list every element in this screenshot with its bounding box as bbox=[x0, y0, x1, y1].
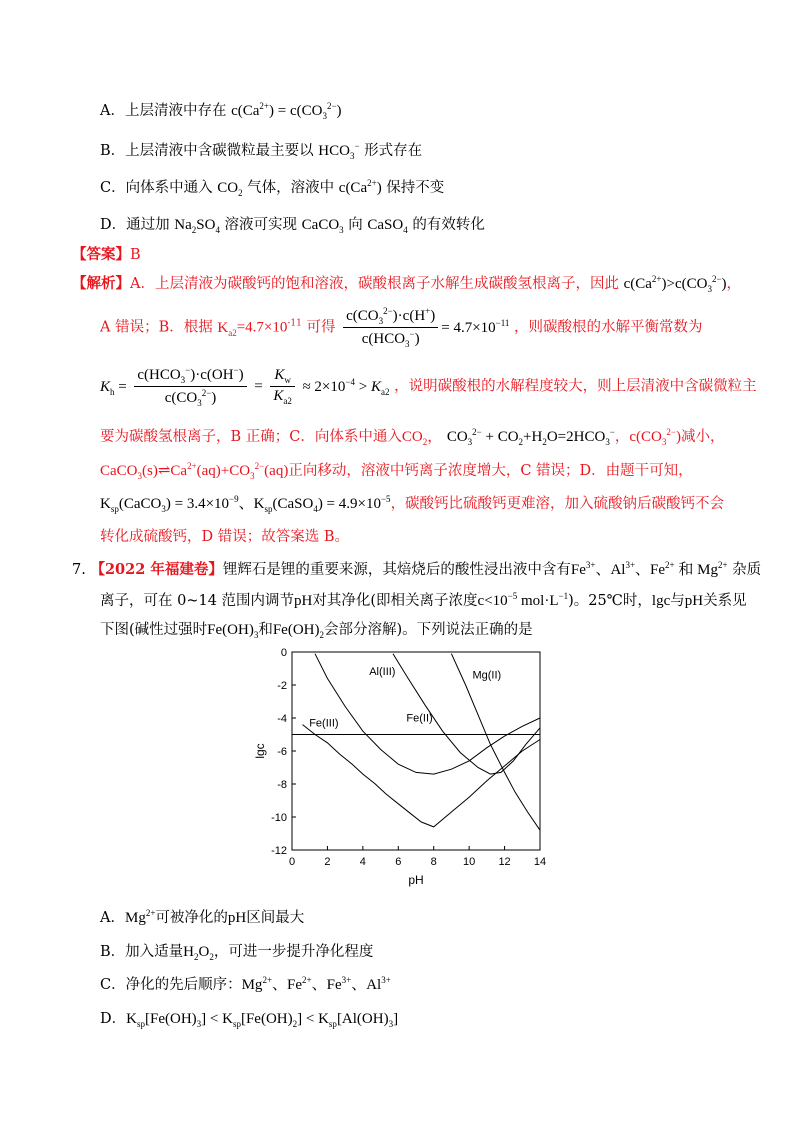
formula: CaCO$_3$ bbox=[301, 217, 344, 235]
y-tick-label: -8 bbox=[277, 779, 287, 791]
x-tick-label: 12 bbox=[498, 856, 511, 868]
analysis-line-3: $K_h$ = $\frac{c(HCO_3^-)\cdot c(OH^-)}{c(CO_3^{2-})}$ = $\frac{K_w}{K_{a2}}$ ≈ $2\times 10^{-4} > K_{a2}$ ，说明碳酸根的水解程度较大，则上层清液中含碳微粒主 bbox=[100, 365, 757, 408]
x-tick-label: 8 bbox=[430, 856, 437, 868]
series-feiii bbox=[303, 725, 540, 827]
x-tick-label: 2 bbox=[324, 856, 331, 868]
fraction: $\frac{K_w}{K_{a2}}$ bbox=[270, 367, 295, 406]
answer-line: 【答案】B bbox=[72, 246, 141, 263]
formula: CaSO$_4$ bbox=[367, 217, 408, 235]
x-tick-label: 10 bbox=[463, 856, 476, 868]
formula: $Na_2SO_4$ bbox=[174, 217, 220, 235]
fraction: $\frac{c(CO_3^{2-})\cdot c(H^+)}{c(HCO_3^-)}$ bbox=[343, 306, 438, 349]
y-axis-label: lgc bbox=[253, 743, 267, 759]
y-tick-label: -10 bbox=[271, 812, 287, 824]
option-b: B．上层清液中含碳微粒最主要以 $HCO_3^-$ 形式存在 bbox=[100, 141, 423, 161]
y-tick-label: 0 bbox=[280, 647, 287, 659]
x-tick-label: 6 bbox=[395, 856, 402, 868]
formula: $HCO_3^-$ bbox=[318, 141, 360, 161]
y-tick-label: -6 bbox=[277, 746, 287, 758]
analysis-line-1: 【解析】A．上层清液为碳酸钙的饱和溶液，碳酸根离子水解生成碳酸氢根离子，因此 $c(Ca^{2+})>c(CO_3^{2-})$， bbox=[72, 274, 742, 294]
x-tick-label: 14 bbox=[533, 856, 547, 868]
x-tick-label: 4 bbox=[359, 856, 366, 868]
formula: $c(Ca^{2+}) = c(CO_3^{2-})$ bbox=[231, 101, 342, 121]
x-tick-label: 0 bbox=[288, 856, 296, 868]
question-7-line-2: 离子，可在 0~14 范围内调节pH对其净化(即相关离子浓度$c<10^{-5}$ $mol\cdot L^{-1}$)。25℃时，lgc与pH关系见 bbox=[100, 591, 747, 609]
curve-label: Fe(II) bbox=[406, 712, 433, 725]
curve-label: Mg(II) bbox=[472, 669, 502, 682]
formula: $c(Ca^{2+})>c(CO_3^{2-})$ bbox=[623, 274, 727, 294]
fraction: $\frac{c(HCO_3^-)\cdot c(OH^-)}{c(CO_3^{2-})}$ bbox=[134, 365, 246, 408]
option-c: C．向体系中通入 $CO_2$ 气体，溶液中 $c(Ca^{2+})$ 保持不变 bbox=[100, 178, 445, 198]
analysis-line-2: A 错误；B．根据 $K_{a2}=4.7\times 10^{-11}$ 可得 $\frac{c(CO_3^{2-})\cdot c(H^+)}{c(HCO_3^-)}$ = $4.7\times 10^{-11}$ ，则碳酸根的水解平衡常数为 bbox=[100, 306, 703, 349]
lgc-ph-chart bbox=[250, 640, 570, 895]
option-a: A．上层清液中存在 $c(Ca^{2+}) = c(CO_3^{2-})$ bbox=[100, 101, 342, 121]
question-7-line-3: 下图(碱性过强时$Fe(OH)_3$和$Fe(OH)_2$会部分溶解)。下列说法正确的是 bbox=[100, 622, 533, 640]
q7-option-b: B．加入适量$H_2O_2$，可进一步提升净化程度 bbox=[100, 944, 374, 962]
x-axis-label: pH bbox=[408, 873, 424, 887]
q7-option-d: D．$K_{sp}[Fe(OH)_3] < K_{sp}[Fe(OH)_2] < K_{sp}[Al(OH)_3]$ bbox=[100, 1011, 399, 1029]
y-tick-label: -12 bbox=[271, 845, 287, 857]
q7-option-c: C．净化的先后顺序：$Mg^{2+}$、$Fe^{2+}$、$Fe^{3+}$、$Al^{3+}$ bbox=[100, 975, 391, 993]
curve-label: Fe(III) bbox=[309, 717, 339, 730]
analysis-line-6: $K_{sp}(CaCO_3) = 3.4\times 10^{-9}$、$K_{sp}(CaSO_4) = 4.9\times 10^{-5}$，碳酸钙比硫酸钙更难溶，加入硫酸钠后碳酸钙不会 bbox=[100, 494, 725, 514]
option-d: D．通过加 $Na_2SO_4$ 溶液可实现 CaCO$_3$ 向 CaSO$_4$ 的有效转化 bbox=[100, 217, 485, 235]
analysis-line-4: 要为碳酸氢根离子，B 正确；C．向体系中通入$CO_2$， $CO_3^{2-} + CO_2+H_2O=2HCO_3^-$，$c(CO_3^{2-})$减小， bbox=[100, 427, 725, 447]
question-7-line-1: 7. 【2022 年福建卷】锂辉石是锂的重要来源，其焙烧后的酸性浸出液中含有$Fe^{3+}$、$Al^{3+}$、$Fe^{2+}$ 和 $Mg^{2+}$ 杂质 bbox=[72, 560, 762, 578]
y-tick-label: -4 bbox=[277, 713, 287, 725]
y-tick-label: -2 bbox=[277, 680, 287, 692]
q7-option-a: A．$Mg^{2+}$可被净化的pH区间最大 bbox=[100, 908, 305, 926]
curve-label: Al(III) bbox=[369, 666, 396, 679]
formula: $c(Ca^{2+})$ bbox=[338, 178, 382, 196]
analysis-line-7: 转化成硫酸钙，D 错误；故答案选 B。 bbox=[100, 529, 349, 545]
formula: $CO_2$ bbox=[217, 180, 243, 198]
analysis-line-5: $CaCO_3(s)\rightleftharpoons Ca^{2+}(aq)+CO_3^{2-}(aq)$正向移动，溶液中钙离子浓度增大，C 错误；D．由题干可知， bbox=[100, 461, 693, 481]
